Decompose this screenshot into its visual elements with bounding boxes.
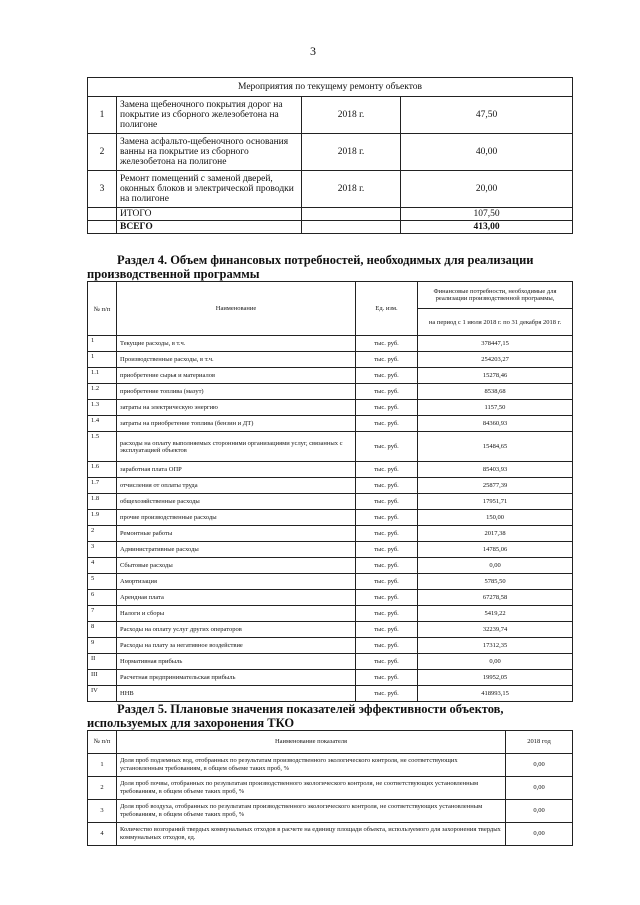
col-name-header: Наименование показателя: [117, 731, 506, 754]
row-name: Расчетная предпринимательская прибыль: [117, 670, 356, 686]
row-name: Налоги и сборы: [117, 606, 356, 622]
row-name: общехозяйственные расходы: [117, 494, 356, 510]
repair-table-header: Мероприятия по текущему ремонту объектов: [88, 78, 573, 97]
row-value: 40,00: [401, 134, 573, 171]
row-name: Замена асфальто-щебеночного основания ванны на покрытие из сборного железобетона на полигоне: [117, 134, 302, 171]
col-fin-header: Финансовые потребности, необходимые для реализации производственной программы,: [418, 282, 573, 309]
row-name: ННВ: [117, 686, 356, 702]
col-name-header: Наименование: [117, 282, 356, 336]
row-unit: тыс. руб.: [356, 400, 418, 416]
row-unit: тыс. руб.: [356, 558, 418, 574]
row-unit: тыс. руб.: [356, 368, 418, 384]
row-unit: тыс. руб.: [356, 510, 418, 526]
row-value: 378447,15: [418, 336, 573, 352]
row-unit: тыс. руб.: [356, 384, 418, 400]
row-name: прочие производственные расходы: [117, 510, 356, 526]
row-value: 5419,22: [418, 606, 573, 622]
row-number: 5: [88, 574, 117, 590]
section5-title: Раздел 5. Плановые значения показателей эффективности объектов, используемых для захоронения ТКО: [87, 702, 504, 730]
row-name: Сбытовые расходы: [117, 558, 356, 574]
row-name: приобретение топлива (мазут): [117, 384, 356, 400]
section4-table: [87, 281, 573, 702]
row-value: 254203,27: [418, 352, 573, 368]
itogo-row: [88, 208, 573, 221]
row-number: II: [88, 654, 117, 670]
table-row: [88, 352, 573, 368]
col-unit-header: Ед. изм.: [356, 282, 418, 336]
row-value: 47,50: [401, 97, 573, 134]
row-value: 84360,93: [418, 416, 573, 432]
table-row: [88, 777, 573, 800]
col-n-header: № п/п: [88, 731, 117, 754]
section5-table: [87, 730, 573, 846]
col-n-header: № п/п: [88, 282, 117, 336]
col-period-header: на период с 1 июля 2018 г. по 31 декабря 2018 г.: [418, 309, 573, 336]
row-name: расходы на оплату выполняемых сторонними организациями услуг, связанных с эксплуатацией объектов: [117, 432, 356, 462]
row-name: затраты на электрическую энергию: [117, 400, 356, 416]
row-number: 1: [88, 97, 117, 134]
row-number: IV: [88, 686, 117, 702]
row-name: Количество возгораний твердых коммунальных отходов в расчете на единицу площади объекта, используемого для захоронения твердых коммунальных отходов, ед.: [117, 823, 506, 846]
table-row: [88, 754, 573, 777]
row-value: 0,00: [506, 754, 573, 777]
row-value: 32239,74: [418, 622, 573, 638]
row-name: Расходы на оплату услуг других операторов: [117, 622, 356, 638]
row-number: 1.7: [88, 478, 117, 494]
row-value: 15278,46: [418, 368, 573, 384]
table-row: [88, 510, 573, 526]
table-row: [88, 622, 573, 638]
row-number: 1.5: [88, 432, 117, 462]
row-unit: тыс. руб.: [356, 462, 418, 478]
row-number: 9: [88, 638, 117, 654]
row-unit: тыс. руб.: [356, 686, 418, 702]
row-number: 1.9: [88, 510, 117, 526]
row-name: заработная плата ОПР: [117, 462, 356, 478]
row-number: 1.2: [88, 384, 117, 400]
row-number: 3: [88, 171, 117, 208]
section4-title: Раздел 4. Объем финансовых потребностей, необходимых для реализации производственной программы: [87, 253, 534, 281]
table-row: [88, 432, 573, 462]
row-name: Амортизация: [117, 574, 356, 590]
itogo-value: 107,50: [401, 208, 573, 221]
row-value: 17312,35: [418, 638, 573, 654]
table-row: [88, 478, 573, 494]
row-value: 0,00: [506, 800, 573, 823]
row-unit: тыс. руб.: [356, 590, 418, 606]
row-unit: тыс. руб.: [356, 574, 418, 590]
table-row: [88, 800, 573, 823]
vsego-row: [88, 221, 573, 234]
row-unit: тыс. руб.: [356, 336, 418, 352]
row-name: Расходы на плату за негативное воздействие: [117, 638, 356, 654]
row-value: 0,00: [418, 558, 573, 574]
table-row: [88, 494, 573, 510]
table-row: [88, 670, 573, 686]
row-value: 8538,68: [418, 384, 573, 400]
table-row: [88, 384, 573, 400]
row-unit: тыс. руб.: [356, 478, 418, 494]
row-name: Ремонтные работы: [117, 526, 356, 542]
row-value: 0,00: [418, 654, 573, 670]
row-value: 0,00: [506, 777, 573, 800]
row-name: Арендная плата: [117, 590, 356, 606]
row-name: Административные расходы: [117, 542, 356, 558]
table-row: [88, 416, 573, 432]
row-name: Доля проб почвы, отобранных по результатам производственного экологического контроля, не соответствующих установленным требованиям, в общем объеме таких проб, %: [117, 777, 506, 800]
row-number: 1: [88, 336, 117, 352]
table-row: [88, 400, 573, 416]
row-name: Доля проб подземных вод, отобранных по результатам производственного экологического контроля, не соответствующих установленным требованиям, в общем объеме таких проб, %: [117, 754, 506, 777]
row-year: 2018 г.: [302, 134, 401, 171]
row-unit: тыс. руб.: [356, 622, 418, 638]
table-row: [88, 686, 573, 702]
row-unit: тыс. руб.: [356, 494, 418, 510]
row-name: Доля проб воздуха, отобранных по результатам производственного экологического контроля, не соответствующих установленным требованиям, в общем объеме таких проб, %: [117, 800, 506, 823]
table-row: [88, 526, 573, 542]
row-year: 2018 г.: [302, 97, 401, 134]
row-unit: тыс. руб.: [356, 670, 418, 686]
row-value: 14785,06: [418, 542, 573, 558]
row-value: 20,00: [401, 171, 573, 208]
table-row: [88, 558, 573, 574]
row-name: Текущие расходы, в т.ч.: [117, 336, 356, 352]
table-row: [88, 574, 573, 590]
empty-cell: [302, 208, 401, 221]
row-value: 418993,15: [418, 686, 573, 702]
row-number: 1.4: [88, 416, 117, 432]
table-row: [88, 97, 573, 134]
col-year-header: 2018 год: [506, 731, 573, 754]
row-value: 2017,38: [418, 526, 573, 542]
row-number: 3: [88, 542, 117, 558]
row-number: 1.3: [88, 400, 117, 416]
row-unit: тыс. руб.: [356, 606, 418, 622]
vsego-label: ВСЕГО: [120, 222, 153, 232]
page-number: 3: [310, 44, 316, 58]
empty-cell: [88, 221, 117, 234]
row-number: 1.1: [88, 368, 117, 384]
row-name: Ремонт помещений с заменой дверей, оконных блоков и электрической проводки на полигоне: [117, 171, 302, 208]
row-number: 2: [88, 134, 117, 171]
table-row: [88, 823, 573, 846]
row-value: 67278,58: [418, 590, 573, 606]
table-row: [88, 171, 573, 208]
empty-cell: [88, 208, 117, 221]
row-number: 3: [88, 800, 117, 823]
row-unit: тыс. руб.: [356, 542, 418, 558]
table-row: [88, 368, 573, 384]
row-year: 2018 г.: [302, 171, 401, 208]
table-row: [88, 590, 573, 606]
row-value: 19952,05: [418, 670, 573, 686]
table-row: [88, 542, 573, 558]
row-value: 5785,50: [418, 574, 573, 590]
row-number: 1: [88, 754, 117, 777]
row-value: 85403,93: [418, 462, 573, 478]
row-value: 15484,65: [418, 432, 573, 462]
row-name: Замена щебеночного покрытия дорог на покрытие из сборного железобетона на полигоне: [117, 97, 302, 134]
row-value: 1157,50: [418, 400, 573, 416]
row-value: 150,00: [418, 510, 573, 526]
row-number: 4: [88, 558, 117, 574]
row-number: 7: [88, 606, 117, 622]
row-number: 2: [88, 777, 117, 800]
row-unit: тыс. руб.: [356, 416, 418, 432]
empty-cell: [302, 221, 401, 234]
row-value: 0,00: [506, 823, 573, 846]
vsego-value: 413,00: [473, 222, 500, 232]
table-row: [88, 462, 573, 478]
row-name: отчисления от оплаты труда: [117, 478, 356, 494]
row-value: 17951,71: [418, 494, 573, 510]
table-row: [88, 638, 573, 654]
repair-table: [87, 77, 573, 234]
row-name: Производственные расходы, в т.ч.: [117, 352, 356, 368]
row-number: 8: [88, 622, 117, 638]
table-row: [88, 336, 573, 352]
itogo-label: ИТОГО: [117, 208, 302, 221]
row-unit: тыс. руб.: [356, 352, 418, 368]
table-row: [88, 654, 573, 670]
row-number: 1.6: [88, 462, 117, 478]
row-number: 1.8: [88, 494, 117, 510]
row-unit: тыс. руб.: [356, 432, 418, 462]
row-unit: тыс. руб.: [356, 638, 418, 654]
row-number: III: [88, 670, 117, 686]
row-value: 25877,39: [418, 478, 573, 494]
row-name: Нормативная прибыль: [117, 654, 356, 670]
row-number: 4: [88, 823, 117, 846]
row-name: затраты на приобретение топлива (бензин и ДТ): [117, 416, 356, 432]
table-row: [88, 134, 573, 171]
row-number: 6: [88, 590, 117, 606]
row-number: 2: [88, 526, 117, 542]
row-unit: тыс. руб.: [356, 526, 418, 542]
row-number: 1: [88, 352, 117, 368]
row-unit: тыс. руб.: [356, 654, 418, 670]
table-row: [88, 606, 573, 622]
row-name: приобретение сырья и материалов: [117, 368, 356, 384]
